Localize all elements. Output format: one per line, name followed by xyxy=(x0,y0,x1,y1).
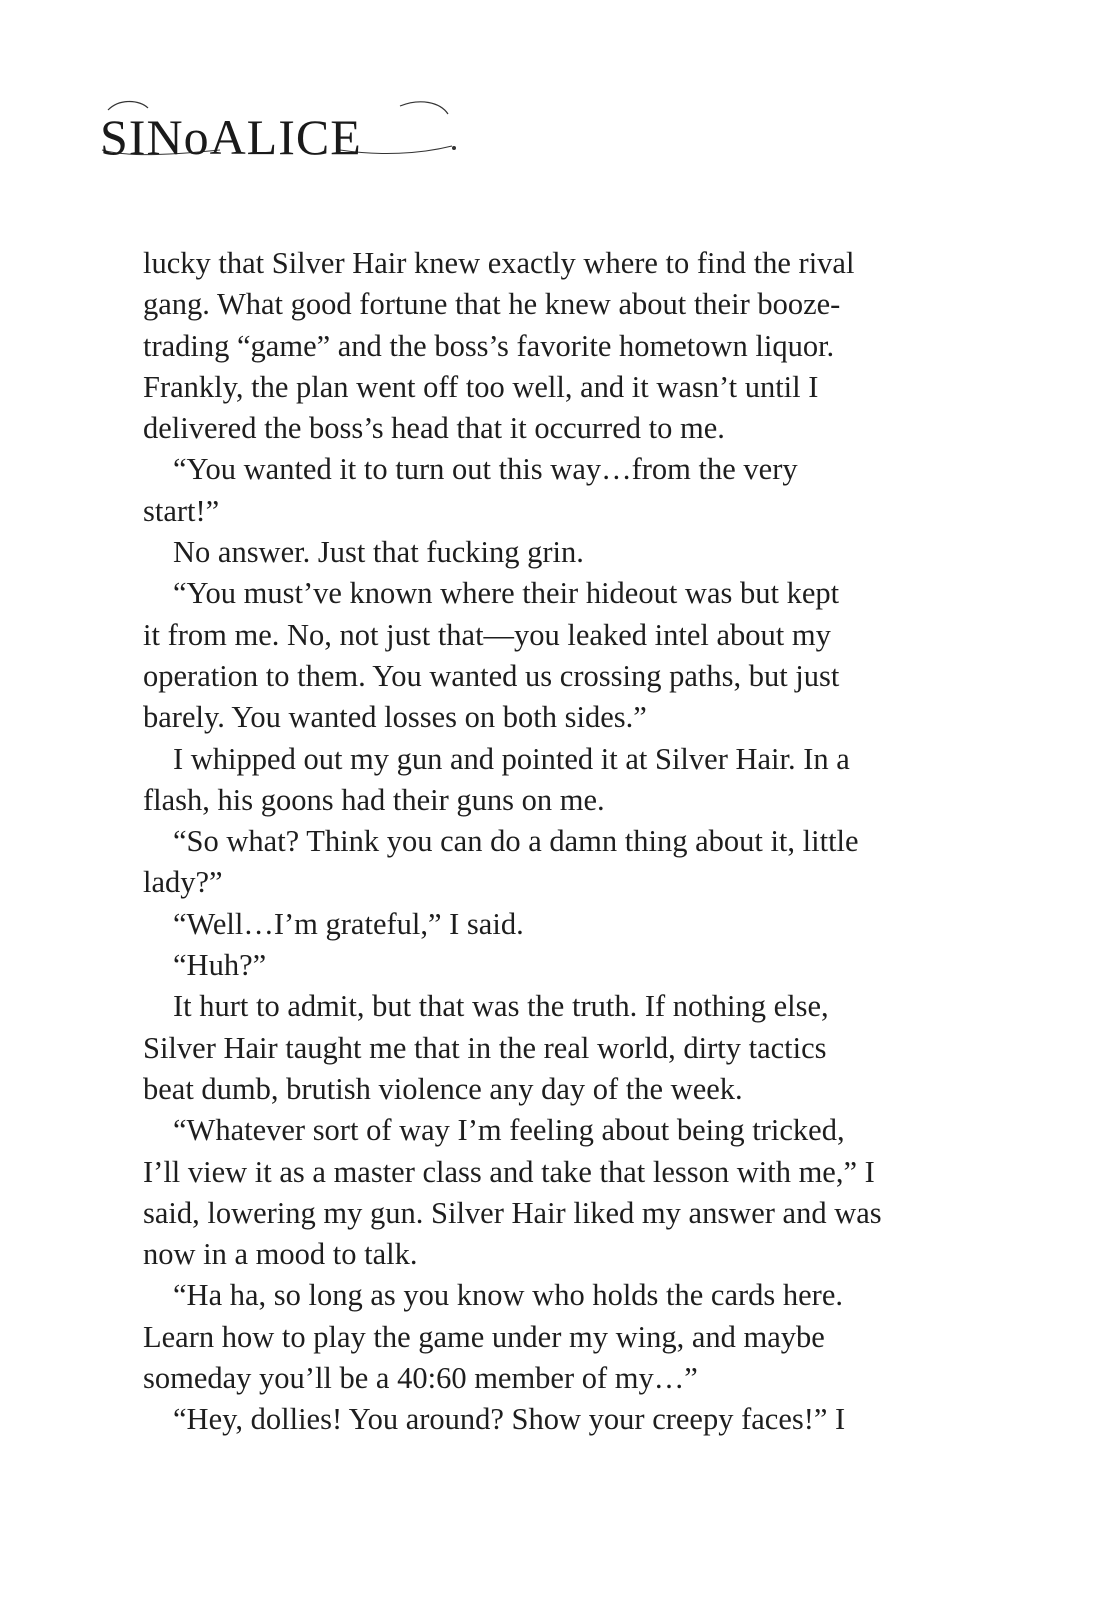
text-line: flash, his goons had their guns on me. xyxy=(143,782,605,817)
text-line: trading “game” and the boss’s favorite hometown liquor. xyxy=(143,328,835,363)
text-line: “Hey, dollies! You around? Show your creepy faces!” I xyxy=(173,1402,846,1437)
text-line: “You must’ve known where their hideout was but kept xyxy=(173,576,840,611)
text-line: now in a mood to talk. xyxy=(143,1237,418,1272)
text-line: I’ll view it as a master class and take that lesson with me,” I xyxy=(143,1154,875,1189)
text-line: “Huh?” xyxy=(173,948,267,983)
text-line: said, lowering my gun. Silver Hair liked my answer and was xyxy=(143,1195,882,1230)
sinoalice-logo xyxy=(100,92,362,165)
text-line: Silver Hair taught me that in the real world, dirty tactics xyxy=(143,1030,827,1065)
logo-text: SINoALICE xyxy=(100,109,362,165)
text-line: start!” xyxy=(143,493,220,528)
text-line: someday you’ll be a 40:60 member of my…” xyxy=(143,1361,698,1396)
text-line: Frankly, the plan went off too well, and it wasn’t until I xyxy=(143,369,819,404)
text-line: it from me. No, not just that—you leaked intel about my xyxy=(143,617,831,652)
text-line: delivered the boss’s head that it occurred to me. xyxy=(143,411,725,446)
text-line: operation to them. You wanted us crossing paths, but just xyxy=(143,658,840,693)
story-text xyxy=(143,243,953,1441)
text-line: “You wanted it to turn out this way…from the very xyxy=(173,452,798,487)
text-line: “So what? Think you can do a damn thing about it, little xyxy=(173,824,859,859)
text-line: lady?” xyxy=(143,865,223,900)
text-line: I whipped out my gun and pointed it at Silver Hair. In a xyxy=(173,741,850,776)
text-line: barely. You wanted losses on both sides.” xyxy=(143,700,647,735)
text-line: gang. What good fortune that he knew about their booze- xyxy=(143,287,841,322)
text-line: It hurt to admit, but that was the truth. If nothing else, xyxy=(173,989,829,1024)
text-line: beat dumb, brutish violence any day of the week. xyxy=(143,1071,743,1106)
text-line: No answer. Just that fucking grin. xyxy=(173,535,584,570)
text-line: “Well…I’m grateful,” I said. xyxy=(173,906,524,941)
text-line: lucky that Silver Hair knew exactly where to find the rival xyxy=(143,246,855,280)
text-line: “Whatever sort of way I’m feeling about being tricked, xyxy=(173,1113,845,1148)
text-line: Learn how to play the game under my wing, and maybe xyxy=(143,1319,825,1354)
text-line: “Ha ha, so long as you know who holds the cards here. xyxy=(173,1278,844,1313)
